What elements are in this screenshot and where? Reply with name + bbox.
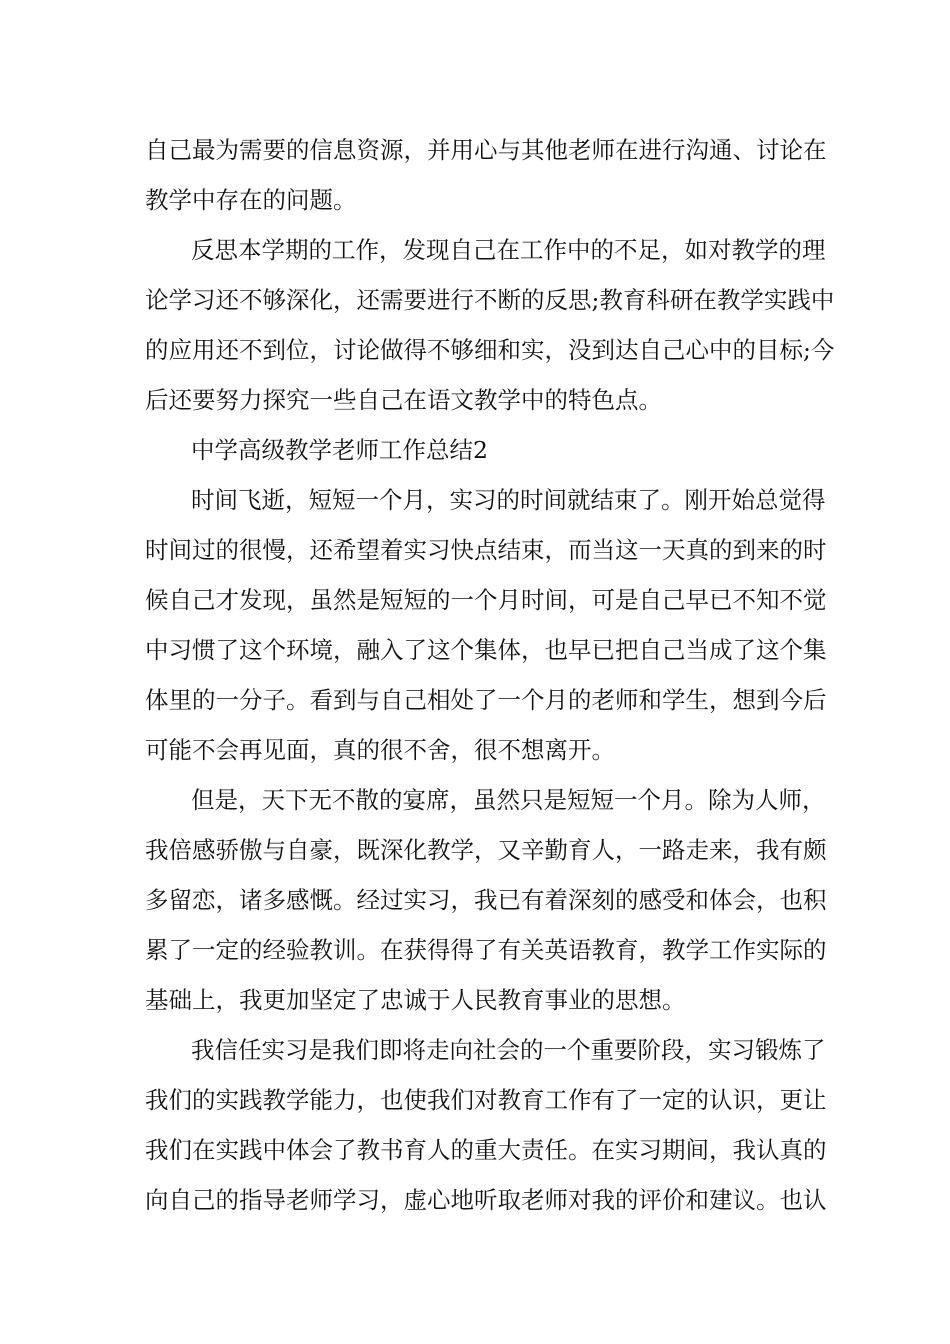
text-line: 基础上，我更加坚定了忠诚于人民教育事业的思想。 <box>145 986 686 1014</box>
text-line: 中习惯了这个环境，融入了这个集体，也早已把自己当成了这个集 <box>145 636 827 664</box>
text-line: 后还要努力探究一些自己在语文教学中的特色点。 <box>145 386 662 414</box>
text-line: 但是，天下无不散的宴席，虽然只是短短一个月。除为人师， <box>191 786 826 814</box>
text-line: 教学中存在的问题。 <box>145 186 357 214</box>
text-line: 论学习还不够深化，还需要进行不断的反思;教育科研在教学实践中 <box>145 286 835 314</box>
text-line: 候自己才发现，虽然是短短的一个月时间，可是自己早已不知不觉 <box>145 586 827 614</box>
text-line: 累了一定的经验教训。在获得得了有关英语教育，教学工作实际的 <box>145 936 827 964</box>
section-heading: 中学高级教学老师工作总结2 <box>191 436 488 464</box>
text-line: 体里的一分子。看到与自己相处了一个月的老师和学生，想到今后 <box>145 686 827 714</box>
text-line: 时间飞逝，短短一个月，实习的时间就结束了。刚开始总觉得 <box>191 486 826 514</box>
text-line: 可能不会再见面，真的很不舍，很不想离开。 <box>145 736 615 764</box>
text-line: 向自己的指导老师学习，虚心地听取老师对我的评价和建议。也认 <box>145 1186 827 1214</box>
text-line: 我们在实践中体会了教书育人的重大责任。在实习期间，我认真的 <box>145 1136 827 1164</box>
text-line: 的应用还不到位，讨论做得不够细和实，没到达自己心中的目标;今 <box>145 336 835 364</box>
text-line: 我倍感骄傲与自豪，既深化教学，又辛勤育人，一路走来，我有颇 <box>145 836 827 864</box>
text-line: 自己最为需要的信息资源，并用心与其他老师在进行沟通、讨论在 <box>145 136 827 164</box>
text-line: 反思本学期的工作，发现自己在工作中的不足，如对教学的理 <box>191 236 826 264</box>
text-line: 我们的实践教学能力，也使我们对教育工作有了一定的认识，更让 <box>145 1086 827 1114</box>
text-line: 多留恋，诸多感慨。经过实习，我已有着深刻的感受和体会，也积 <box>145 886 827 914</box>
text-line: 我信任实习是我们即将走向社会的一个重要阶段，实习锻炼了 <box>191 1036 826 1064</box>
text-line: 时间过的很慢，还希望着实习快点结束，而当这一天真的到来的时 <box>145 536 827 564</box>
